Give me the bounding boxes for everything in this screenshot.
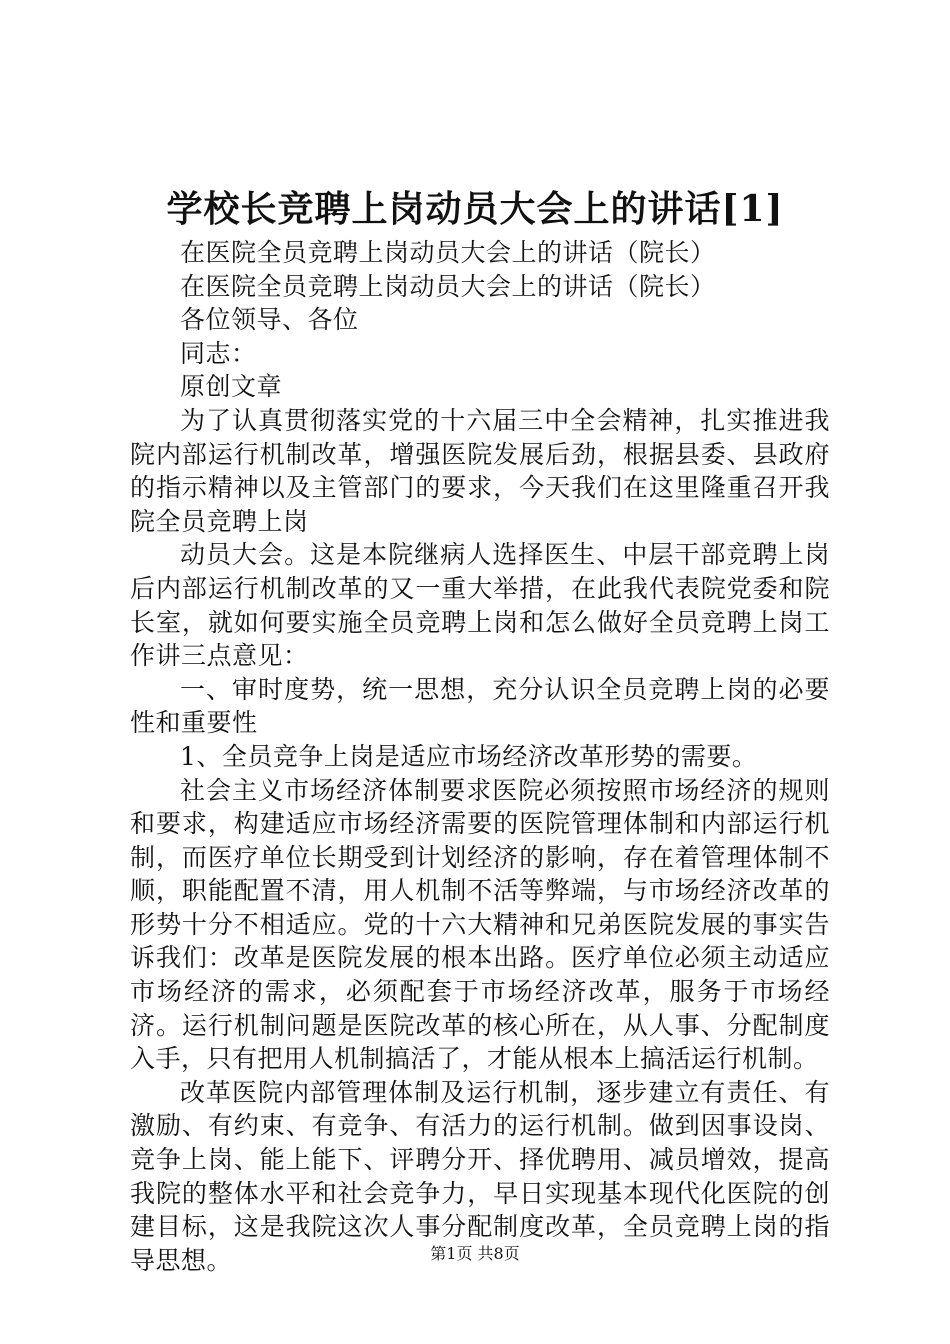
paragraph: 一、审时度势，统一思想，充分认识全员竞聘上岗的必要性和重要性 (130, 674, 830, 738)
paragraph: 为了认真贯彻落实党的十六届三中全会精神，扎实推进我院内部运行机制改革，增强医院发展后劲，根据县委、县政府的指示精神以及主管部门的要求，今天我们在这里隆重召开我院全员竞聘上岗 (130, 405, 830, 536)
paragraph: 1、全员竞争上岗是适应市场经济改革形势的需要。 (180, 741, 758, 771)
paragraph: 动员大会。这是本院继病人选择医生、中层干部竞聘上岗后内部运行机制改革的又一重大举措，在此我代表院党委和院长室，就如何要实施全员竞聘上岗和怎么做好全员竞聘上岗工作讲三点意见： (130, 540, 830, 671)
page-footer: 第1页 共8页 (430, 1244, 520, 1263)
paragraph: 同志： (180, 338, 257, 368)
paragraph: 社会主义市场经济体制要求医院必须按照市场经济的规则和要求，构建适应市场经济需要的医院管理体制和内部运行机制，而医疗单位长期受到计划经济的影响，存在着管理体制不顺，职能配置不清，用人机制不活等弊端，与市场经济改革的形势十分不相适应。党的十六大精神和兄弟医院发展的事实告诉我们：改革是医院发展的根本出路。医疗单位必须主动适应市场经济的需求，必须配套于市场经济改革，服务于市场经济。运行机制问题是医院改革的核心所在，从人事、分配制度入手，只有把用人机制搞活了，才能从根本上搞活运行机制。 (130, 775, 830, 1074)
paragraph: 改革医院内部管理体制及运行机制，逐步建立有责任、有激励、有约束、有竞争、有活力的运行机制。做到因事设岗、竞争上岗、能上能下、评聘分开、择优聘用、减员增效，提高我院的整体水平和社会竞争力，早日实现基本现代化医院的创建目标，这是我院这次人事分配制度改革，全员竞聘上岗的指导思想。 (130, 1077, 830, 1275)
document-body (130, 236, 830, 1277)
paragraph: 在医院全员竞聘上岗动员大会上的讲话（院长） (180, 238, 716, 267)
document-title: 学校长竞聘上岗动员大会上的讲话[1] (166, 188, 784, 230)
paragraph: 各位领导、各位 (180, 305, 359, 335)
paragraph: 原创文章 (180, 372, 283, 402)
paragraph: 在医院全员竞聘上岗动员大会上的讲话（院长） (180, 271, 716, 301)
